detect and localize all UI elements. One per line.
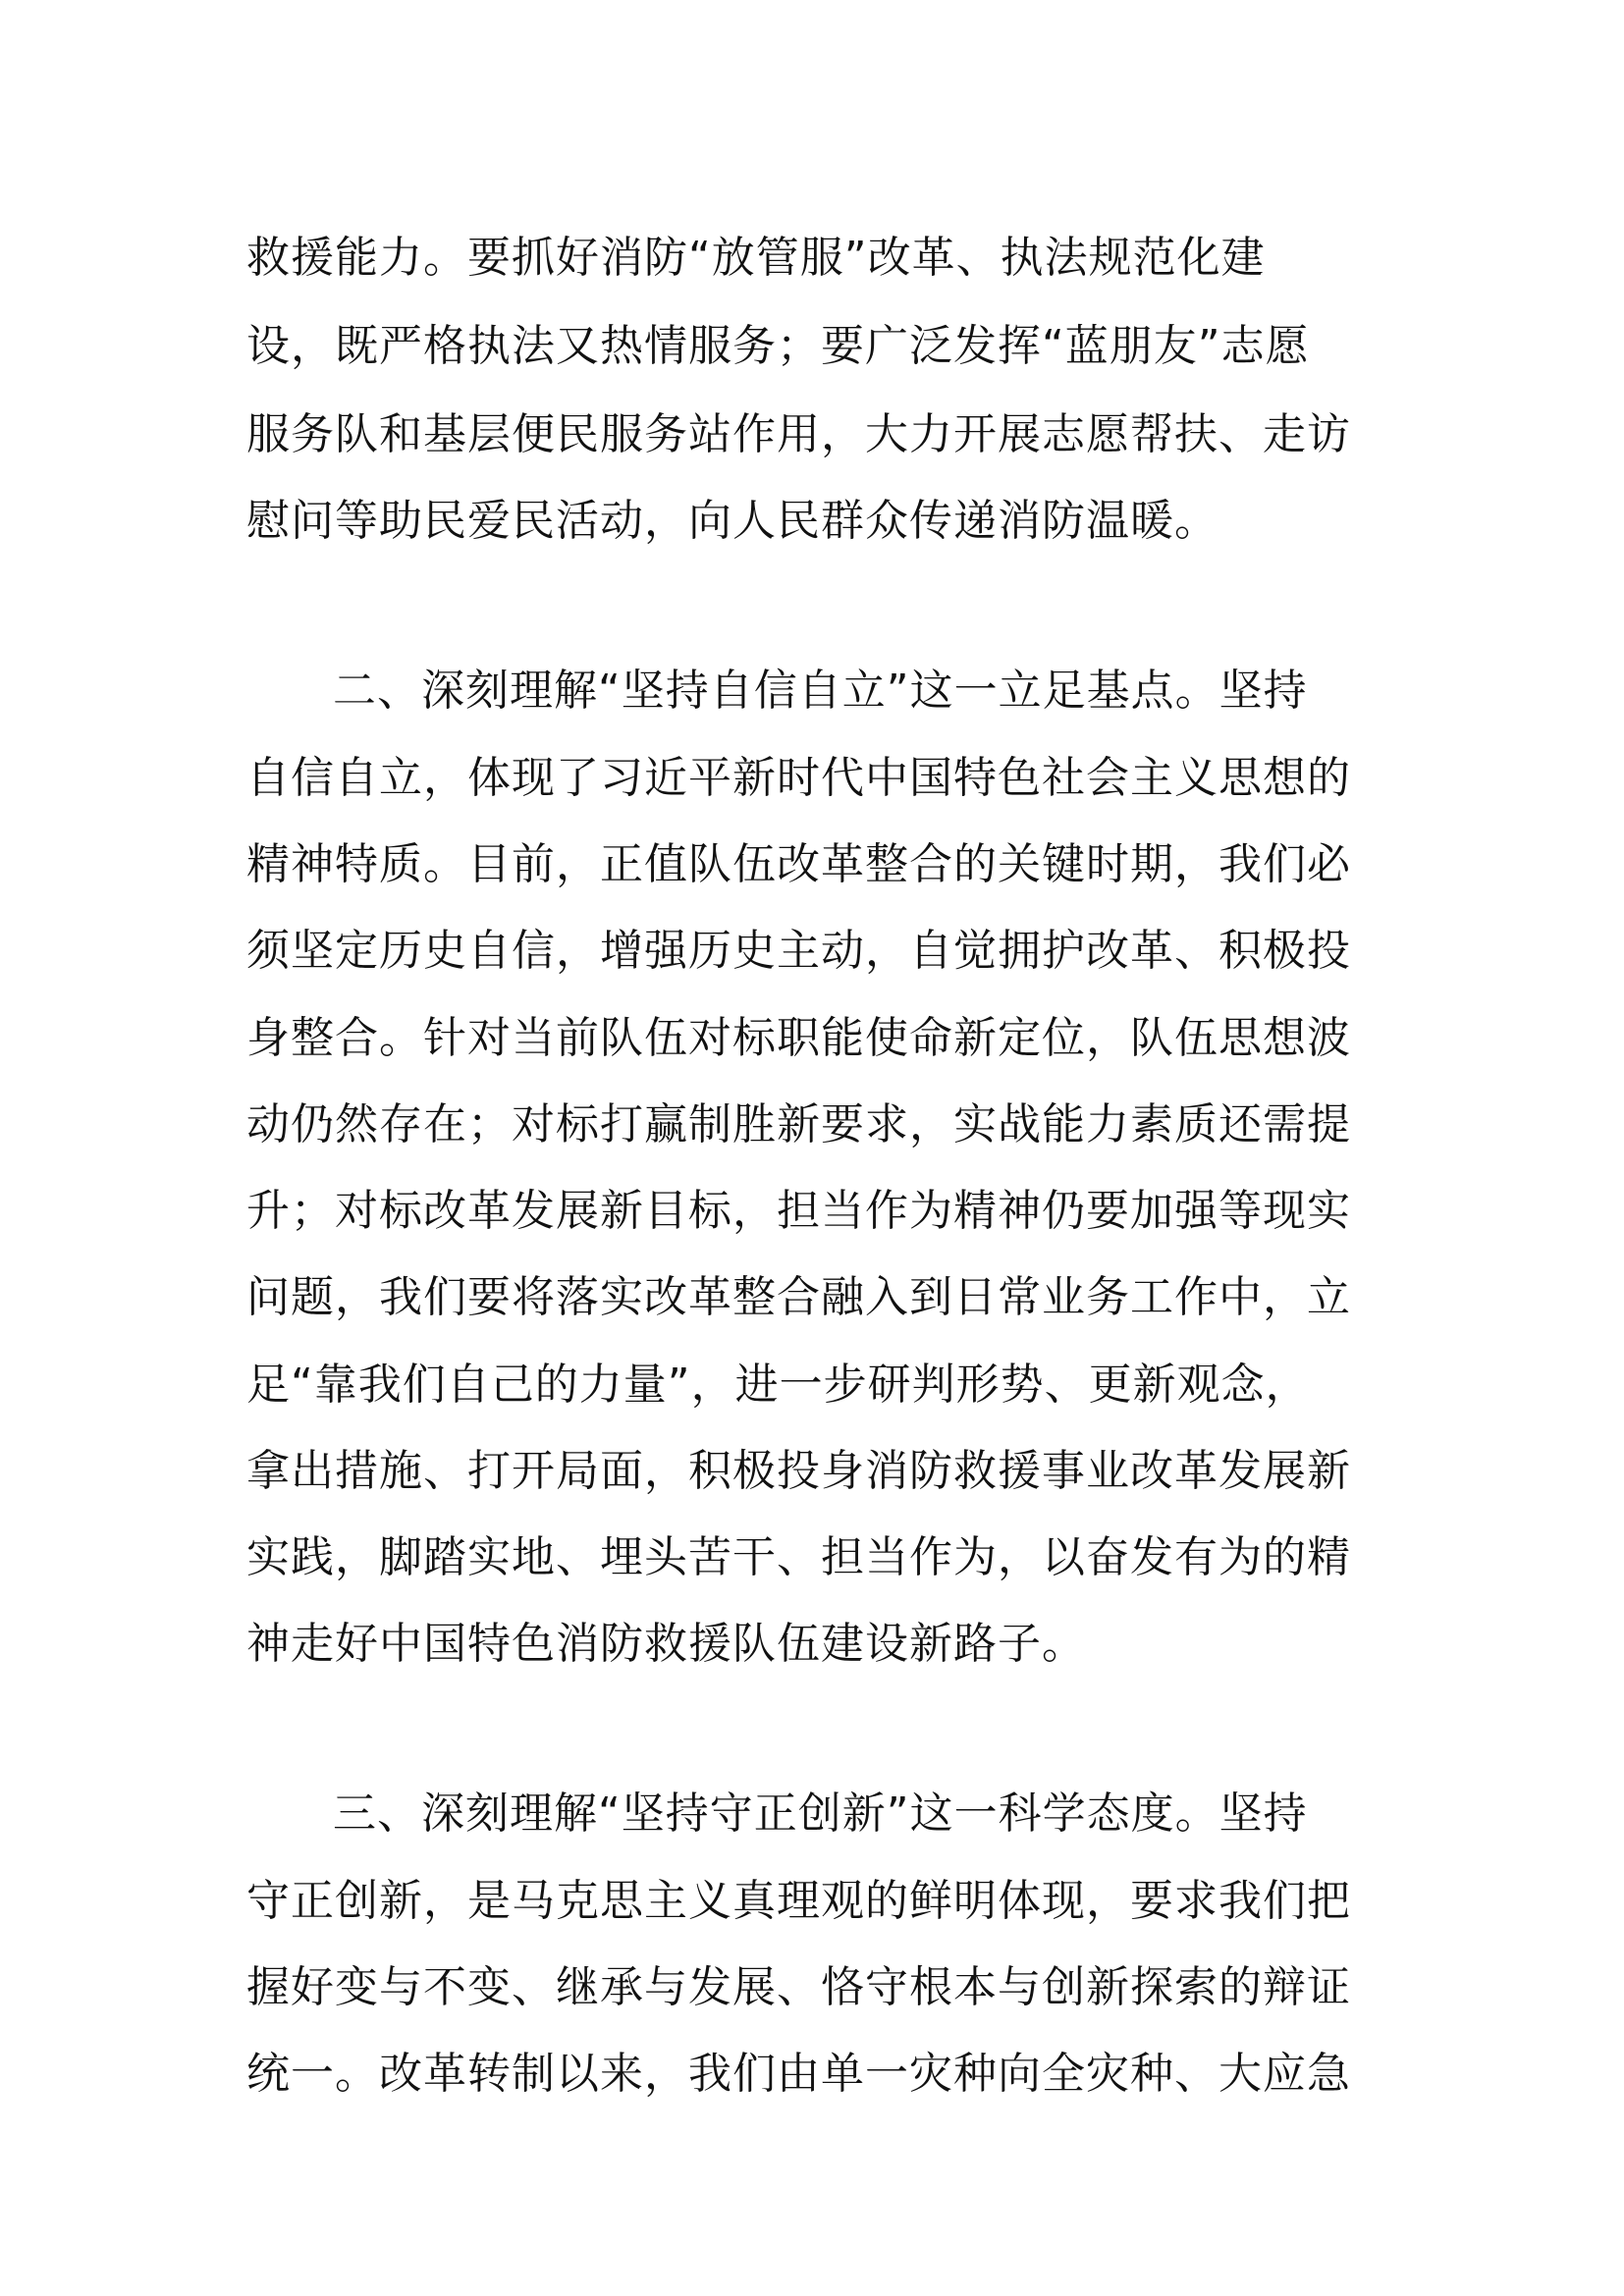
paragraph-2-line-2: 自信自立，体现了习近平新时代中国特色社会主义思想的 [246, 753, 1351, 803]
paragraph-2-line-6: 动仍然存在；对标打赢制胜新要求，实战能力素质还需提 [246, 1099, 1351, 1149]
paragraph-3-line-4: 统一。改革转制以来，我们由单一灾种向全灾种、大应急 [246, 2049, 1351, 2099]
paragraph-3-line-2: 守正创新，是马克思主义真理观的鲜明体现，要求我们把 [246, 1876, 1351, 1926]
paragraph-2-line-4: 须坚定历史自信，增强历史主动，自觉拥护改革、积极投 [246, 926, 1351, 976]
paragraph-2-line-10: 拿出措施、打开局面，积极投身消防救援事业改革发展新 [246, 1446, 1351, 1496]
paragraph-3-line-3: 握好变与不变、继承与发展、恪守根本与创新探索的辩证 [246, 1962, 1351, 2012]
paragraph-2-line-5: 身整合。针对当前队伍对标职能使命新定位，队伍思想波 [246, 1013, 1351, 1063]
paragraph-2-line-1: 二、深刻理解“坚持自信自立”这一立足基点。坚持 [333, 666, 1308, 716]
paragraph-1-line-3: 服务队和基层便民服务站作用，大力开展志愿帮扶、走访 [246, 409, 1351, 459]
paragraph-1-line-1: 救援能力。要抓好消防“放管服”改革、执法规范化建 [246, 233, 1266, 283]
paragraph-2-line-9: 足“靠我们自己的力量”，进一步研判形势、更新观念， [246, 1360, 1310, 1410]
paragraph-3-line-1: 三、深刻理解“坚持守正创新”这一科学态度。坚持 [333, 1789, 1308, 1839]
paragraph-2-line-11: 实践，脚踏实地、埋头苦干、担当作为，以奋发有为的精 [246, 1532, 1351, 1582]
paragraph-1-line-4: 慰问等助民爱民活动，向人民群众传递消防温暖。 [246, 496, 1218, 546]
paragraph-2-line-8: 问题，我们要将落实改革整合融入到日常业务工作中，立 [246, 1272, 1351, 1322]
paragraph-2-line-3: 精神特质。目前，正值队伍改革整合的关键时期，我们必 [246, 839, 1351, 889]
paragraph-1-line-2: 设，既严格执法又热情服务；要广泛发挥“蓝朋友”志愿 [246, 321, 1310, 371]
paragraph-2-line-7: 升；对标改革发展新目标，担当作为精神仍要加强等现实 [246, 1186, 1351, 1236]
paragraph-2-line-12: 神走好中国特色消防救援队伍建设新路子。 [246, 1619, 1086, 1669]
